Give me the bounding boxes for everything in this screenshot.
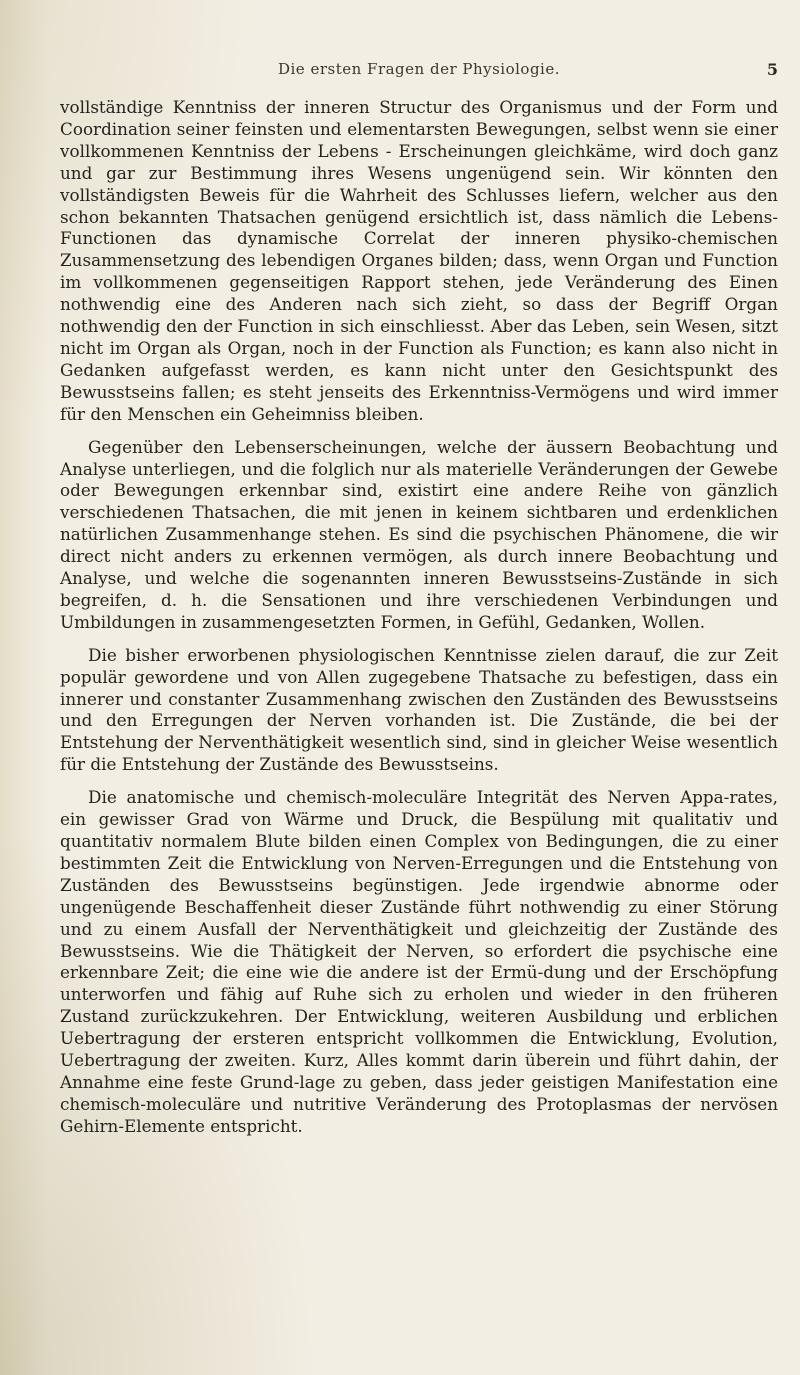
paragraph-3: Die bisher erworbenen physiologischen Kenntnisse zielen darauf, die zur Zeit populär gewordene und von Allen zugegebene Thatsache zu befestigen, dass ein innerer und constanter Zusammenhang zwischen den Zuständen des Bewusstseins und den Erregungen der Nerven vorhanden ist. Die Zustände, die bei der Entstehung der Nerventhätigkeit wesentlich sind, sind in gleicher Weise wesentlich für die Entstehung der Zustände des Bewusstseins. — [60, 644, 778, 775]
paragraph-4: Die anatomische und chemisch-moleculäre Integrität des Nerven Appa-rates, ein gewisser Grad von Wärme und Druck, die Bespülung mit qualitativ und quantitativ normalem Blute bilden einen Complex von Bedingungen, die zu einer bestimmten Zeit die Entwicklung von Nerven-Erregungen und die Entstehung von Zuständen des Bewusstseins begünstigen. Jede irgendwie abnorme oder ungenügende Beschaffenheit dieser Zustände führt nothwendig zu einer Störung und zu einem Ausfall der Nerventhätigkeit und gleichzeitig der Zustände des Bewusstseins. Wie die Thätigkeit der Nerven, so erfordert die psychische eine erkennbare Zeit; die eine wie die andere ist der Ermü-dung und der Erschöpfung unterworfen und fähig auf Ruhe sich zu erholen und wieder in den früheren Zustand zurückzukehren. Der Entwicklung, weiteren Ausbildung und erblichen Uebertragung der ersteren entspricht vollkommen die Entwicklung, Evolution, Uebertragung der zweiten. Kurz, Alles kommt darin überein und führt dahin, der Annahme eine feste Grund-lage zu geben, dass jeder geistigen Manifestation eine chemisch-moleculäre und nutritive Veränderung des Protoplasmas der nervösen Gehirn-Elemente entspricht. — [60, 787, 778, 1136]
paragraph-1: vollständige Kenntniss der inneren Structur des Organismus und der Form und Coordination seiner feinsten und elementarsten Bewegungen, selbst wenn sie einer vollkommenen Kenntniss der Lebens - Erscheinungen gleichkäme, wird doch ganz und gar zur Bestimmung ihres Wesens ungenügend sein. Wir könnten den vollständigsten Beweis für die Wahrheit des Schlusses liefern, welcher aus den schon bekannten Thatsachen genügend ersichtlich ist, dass nämlich die Lebens-Functionen das dynamische Correlat der inneren physiko-chemischen Zusammensetzung des lebendigen Organes bilden; dass, wenn Organ und Function im vollkommenen gegenseitigen Rapport stehen, jede Veränderung des Einen nothwendig eine des Anderen nach sich zieht, so dass der Begriff Organ nothwendig den der Function in sich einschliesst. Aber das Leben, sein Wesen, sitzt nicht im Organ als Organ, noch in der Function als Function; es kann also nicht in Gedanken aufgefasst werden, es kann nicht unter den Gesichtspunkt des Bewusstseins fallen; es steht jenseits des Erkenntniss-Vermögens und wird immer für den Menschen ein Geheimniss bleiben. — [60, 97, 778, 424]
running-head: Die ersten Fragen der Physiologie. — [277, 60, 561, 78]
page-header — [60, 60, 778, 86]
body-text — [60, 97, 778, 1149]
paragraph-2: Gegenüber den Lebenserscheinungen, welche der äussern Beobachtung und Analyse unterliegen, und die folglich nur als materielle Veränderungen der Gewebe oder Bewegungen erkennbar sind, existirt eine andere Reihe von gänzlich verschiedenen Thatsachen, die mit jenen in keinem sichtbaren und erdenklichen natürlichen Zusammenhange stehen. Es sind die psychischen Phänomene, die wir direct nicht anders zu erkennen vermögen, als durch innere Beobachtung und Analyse, und welche die sogenannten inneren Bewusstseins-Zustände in sich begreifen, d. h. die Sensationen und ihre verschiedenen Verbindungen und Umbildungen in zusammengesetzten Formen, in Gefühl, Gedanken, Wollen. — [60, 436, 778, 632]
page-number: 5 — [766, 60, 778, 79]
